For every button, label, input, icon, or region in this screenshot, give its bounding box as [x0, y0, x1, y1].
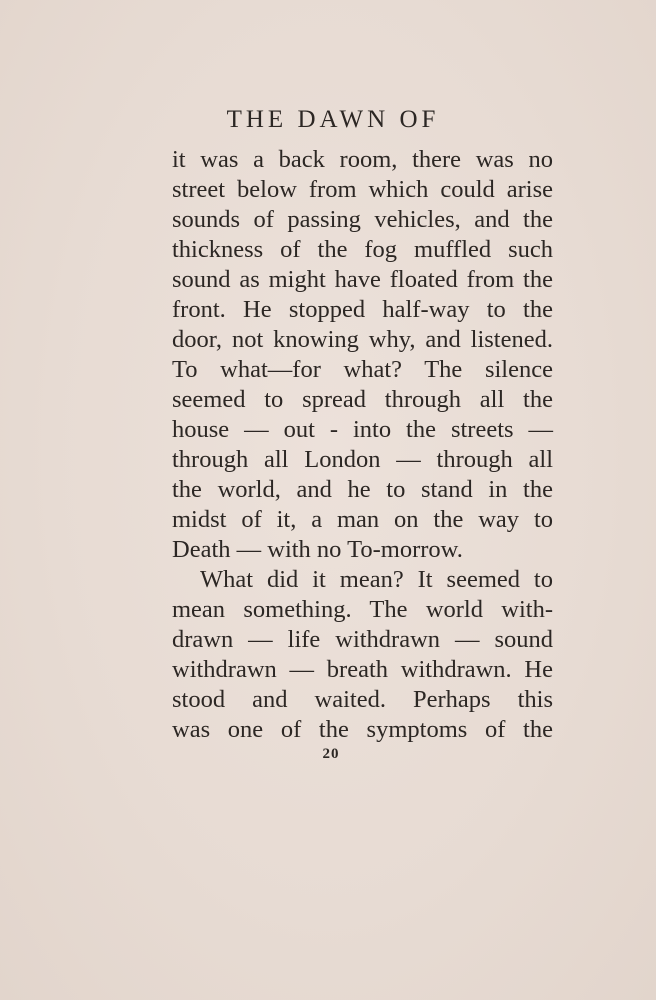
text-line: through all London — through all [172, 446, 553, 473]
page-number: 20 [322, 746, 340, 762]
text-line: midst of it, a man on the way to [172, 506, 553, 533]
running-head: THE DAWN OF [226, 106, 440, 133]
text-line: seemed to spread through all the [172, 386, 553, 413]
text-line: the world, and he to stand in the [172, 476, 553, 503]
body-text [172, 145, 553, 745]
text-line: street below from which could arise [172, 176, 553, 203]
text-line: drawn — life withdrawn — sound [172, 626, 553, 653]
text-line: front. He stopped half-way to the [172, 296, 553, 323]
text-line: was one of the symptoms of the [172, 716, 553, 743]
text-line: it was a back room, there was no [172, 146, 553, 173]
text-line: mean something. The world with- [172, 596, 553, 623]
text-line-paragraph-start: What did it mean? It seemed to [200, 566, 553, 593]
text-line-paragraph-end: Death — with no To-morrow. [172, 536, 463, 563]
text-line: house — out - into the streets — [172, 416, 553, 443]
text-line: thickness of the fog muffled such [172, 236, 553, 263]
text-line: To what—for what? The silence [172, 356, 553, 383]
text-line: sounds of passing vehicles, and the [172, 206, 553, 233]
text-line: withdrawn — breath withdrawn. He [172, 656, 553, 683]
text-line: door, not knowing why, and listened. [172, 326, 553, 353]
text-line: sound as might have floated from the [172, 266, 553, 293]
text-line: stood and waited. Perhaps this [172, 686, 553, 713]
